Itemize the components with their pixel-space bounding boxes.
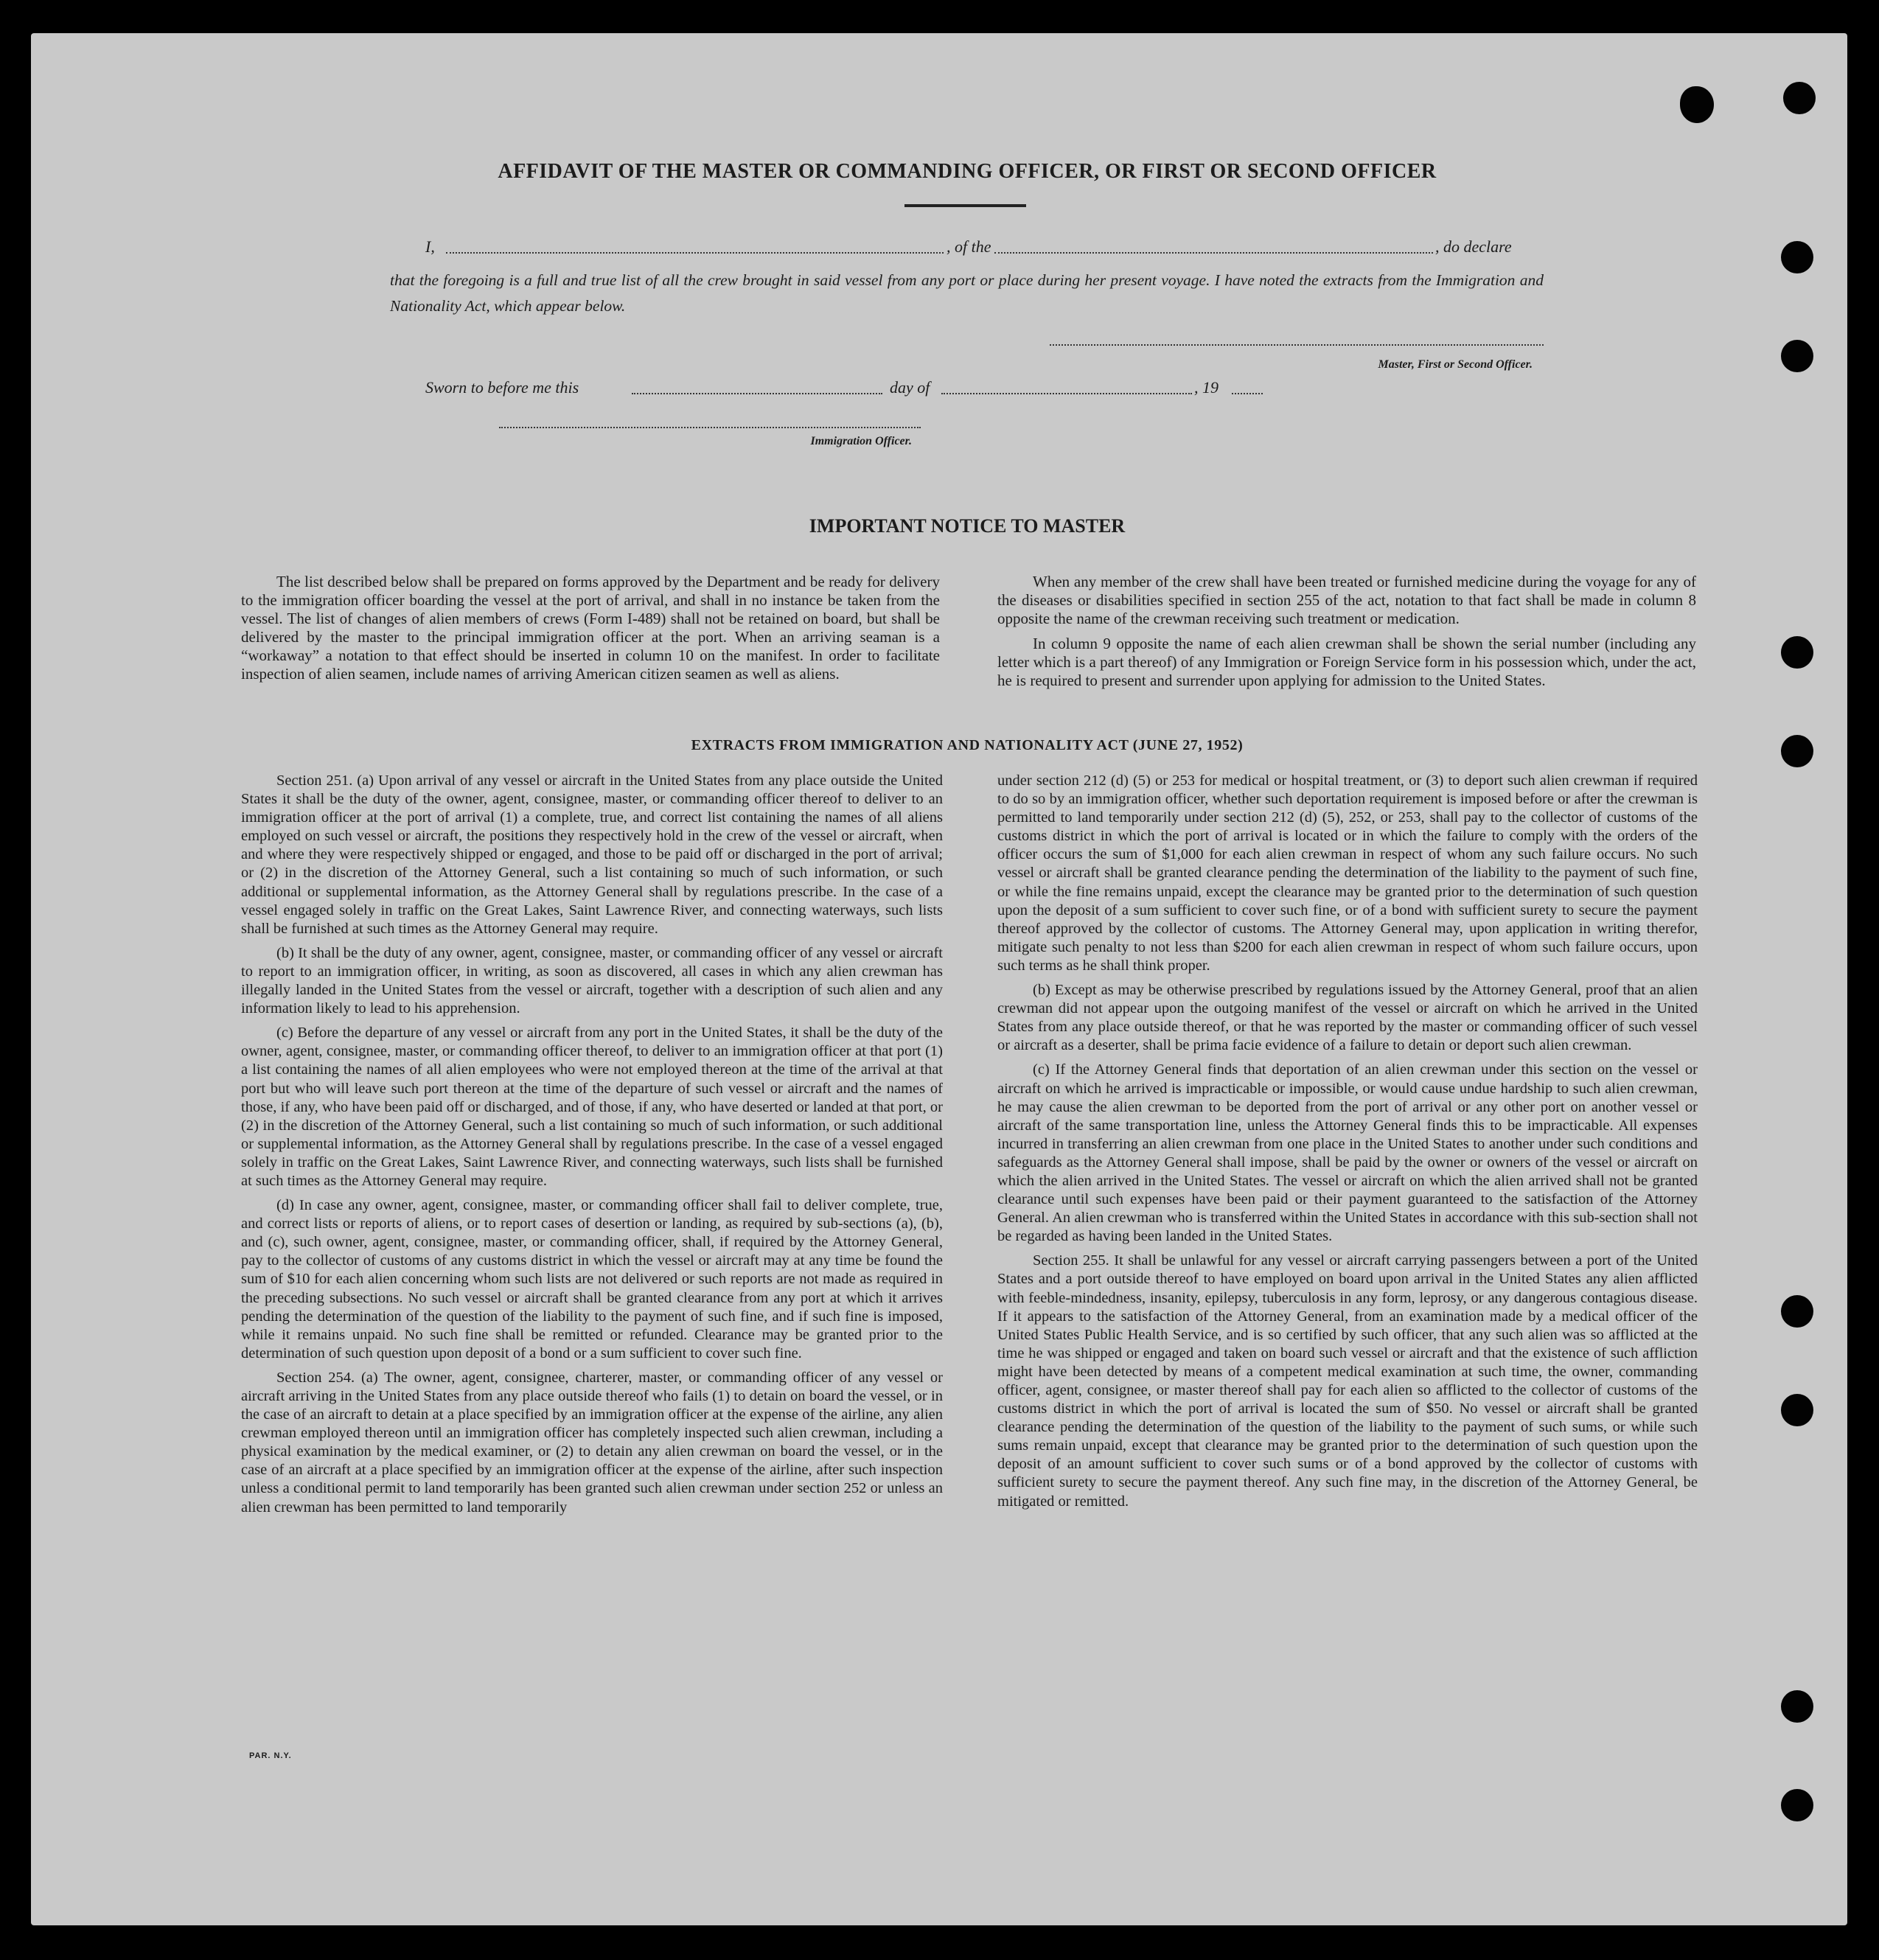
notice-paragraph: In column 9 opposite the name of each alien crewman shall be shown the serial number (including any letter which is a part thereof) of any Immigration or Foreign Service form in his possession which, under the act, he is required to present and surrender upon applying for admission to the United States. <box>997 635 1696 689</box>
sworn-month-field[interactable] <box>941 380 1192 394</box>
declarant-prefix: I, <box>425 237 435 256</box>
year-prefix-label: , 19 <box>1194 378 1219 397</box>
section-251a-paragraph: Section 251. (a) Upon arrival of any vessel or aircraft in the United States from any place outside the United States it shall be the duty of the owner, agent, consignee, master, or commanding officer thereof to deliver to an immigration officer at the port of arrival (1) a complete, true, and correct list containing the names of all aliens employed on such vessel or aircraft, the positions they respectively hold in the crew of the vessel or aircraft, when and where they were respectively shipped or engaged, and those to be paid off or discharged in the port of arrival; or (2) in the discretion of the Attorney General, such a list containing so much of such information, or such additional or supplemental information, as the Attorney General shall by regulations prescribe. In the case of a vessel engaged solely in traffic on the Great Lakes, Saint Lawrence River, and connecting waterways, such lists shall be furnished at such times as the Attorney General may require. <box>241 773 943 937</box>
sworn-day-field[interactable] <box>632 380 882 394</box>
section-254b-paragraph: (b) Except as may be otherwise prescribed by regulations issued by the Attorney General, proof that an alien crewman did not appear upon the outgoing manifest of the vessel or aircraft on which he arrived in the United States from any place outside thereof, or that he was reported by the master or commanding officer of such vessel or aircraft as a deserter, shall be prima facie evidence of a failure to detain or deport such alien crewman. <box>997 982 1698 1054</box>
affidavit-statement: that the foregoing is a full and true list of all the crew brought in said vessel from any port or place during her present voyage. I have noted the extracts from the Immigration and Nationality Act, which appear below. <box>390 271 1544 315</box>
sworn-year-field[interactable] <box>1232 380 1263 394</box>
binder-hole <box>1781 1295 1813 1328</box>
vessel-name-field[interactable] <box>994 239 1433 254</box>
binder-hole <box>1781 636 1813 669</box>
immigration-officer-label: Immigration Officer. <box>810 435 912 447</box>
notice-paragraph: The list described below shall be prepared on forms approved by the Department and be ready for delivery to the immigration officer boarding the vessel at the port of arrival, and shall in no instance be taken from the vessel. The list of changes of alien members of crews (Form I-489) shall not be retained on board, but shall be delivered by the master to the principal immigration officer at the port. When an arriving seaman is a “workaway” a notation to that effect should be inserted in column 10 on the manifest. In order to facilitate inspection of alien seamen, include names of arriving American citizen seamen as well as aliens. <box>241 573 940 683</box>
of-the-label: , of the <box>947 237 991 256</box>
section-254a-paragraph: Section 254. (a) The owner, agent, consignee, charterer, master, or commanding officer of any vessel or aircraft arriving in the United States from any place outside thereof who fails (1) to detain on board the vessel, or in the case of an aircraft to detain at a place specified by an immigration officer at the expense of the airline, any alien crewman employed thereon until an immigration officer has completely inspected such alien crewman, including a physical examination by the medical examiner, or (2) to detain any alien crewman on board the vessel, or in the case of an aircraft at a place specified by an immigration officer at the expense of the airline, after such inspection unless a conditional permit to land temporarily has been granted such alien crewman under section 252 or unless an alien crewman has been permitted to land temporarily <box>241 1369 943 1516</box>
section-251d-paragraph: (d) In case any owner, agent, consignee, master, or commanding officer shall fail to deliver complete, true, and correct lists or reports of aliens, or to report cases of desertion or landing, as required by sub-sections (a), (b), and (c), such owner, agent, consignee, master, or commanding officer, shall, if required by the Attorney General, pay to the collector of customs of any customs district in which the vessel or aircraft may at any time be found the sum of $10 for each alien concerning whom such lists are not delivered or such reports are not made as required in the preceding subsections. No such vessel or aircraft shall be granted clearance from any port at which it arrives pending the determination of the question of the liability to the payment of such fine, and if such fine is imposed, while it remains unpaid. No such fine shall be remitted or refunded. Clearance may be granted prior to the determination of such question upon deposit of a bond or a sum sufficient to cover such fine. <box>241 1197 943 1361</box>
affidavit-title: AFFIDAVIT OF THE MASTER OR COMMANDING OFFICER, OR FIRST OR SECOND OFFICER <box>498 160 1437 183</box>
binder-hole <box>1680 86 1714 123</box>
binder-hole <box>1781 1394 1813 1426</box>
declarant-name-field[interactable] <box>446 239 944 254</box>
section-254a-continuation: under section 212 (d) (5) or 253 for medical or hospital treatment, or (3) to deport such alien crewman if required to do so by an immigration officer, whether such deportation requirement is imposed before or after the crewman is permitted to land temporarily under section 212 (d) (5), 252, or 253, shall pay to the collector of customs of the customs district in which the port of arrival is located or in which the failure to comply with the orders of the officer occurs the sum of $1,000 for each alien crewman in respect of whom any such failure occurs. No such vessel or aircraft shall be granted clearance pending the determination of the liability to the payment of such fine, or while the fine remains unpaid, except the clearance may be granted prior to the determination of such question upon the deposit of a sum sufficient to cover such fine, or of a bond with sufficient surety to secure the payment thereof approved by the collector of customs. The Attorney General may, upon application in writing therefor, mitigate such penalty to not less than $200 for each alien crewman in respect of whom such failure occurs, upon such terms as he shall think proper. <box>997 773 1698 974</box>
binder-hole <box>1781 1789 1813 1821</box>
binder-hole <box>1781 1690 1813 1723</box>
notice-paragraph: When any member of the crew shall have been treated or furnished medicine during the voyage for any of the diseases or disabilities specified in section 255 of the act, notation to that fact shall be made in column 8 opposite the name of the crewman receiving such treatment or medication. <box>997 573 1696 627</box>
section-255-paragraph: Section 255. It shall be unlawful for any vessel or aircraft carrying passengers between a port of the United States and a port outside thereof to have employed on board upon arrival in the United States any alien afflicted with feeble-mindedness, insanity, epilepsy, tuberculosis in any form, leprosy, or any dangerous contagious disease. If it appears to the satisfaction of the Attorney General, from an examination made by a medical officer of the United States Public Health Service, and is so certified by such officer, that any such alien was so afflicted at the time he was shipped or engaged and taken on board such vessel or aircraft and that the existence of such affliction might have been detected by means of a competent medical examination at such time, the owner, commanding officer, agent, consignee, or master thereof shall pay for each alien so afflicted to the collector of customs of the customs district in which the port of arrival is located the sum of $50. No vessel or aircraft shall be granted clearance pending the determination of the question of the liability to the payment of such sums, or while such sums remain unpaid, except that clearance may be granted prior to the determination of such question upon the deposit of an amount sufficient to cover such sums or of a bond approved by the collector of customs with sufficient surety to secure the payment thereof. Any such fine may, in the discretion of the Attorney General, be mitigated or remitted. <box>997 1252 1698 1510</box>
form-sheet <box>31 33 1847 1925</box>
extracts-left-column <box>241 772 943 1523</box>
immigration-officer-signature-field[interactable] <box>499 427 921 428</box>
printer-mark: PAR. N.Y. <box>249 1751 292 1760</box>
binder-hole <box>1781 340 1813 372</box>
section-251c-paragraph: (c) Before the departure of any vessel or aircraft from any port in the United States, it shall be the duty of the owner, agent, consignee, master, or commanding officer thereof, to deliver to an immigration officer at that port (1) a list containing the names of all alien employees who were not employed thereon at the time of the arrival at that port but who will leave such port thereon at the time of the departure of such vessel or aircraft and the names of those, if any, who have been paid off or discharged, and of those, if any, who have deserted or landed at that port, or (2) in the discretion of the Attorney General, such a list containing so much of such information, or such additional or supplemental information, as the Attorney General shall by regulations prescribe. In the case of a vessel engaged solely in traffic on the Great Lakes, Saint Lawrence River, and connecting waterways, such lists shall be furnished at such times as the Attorney General may require. <box>241 1025 943 1189</box>
notice-title: IMPORTANT NOTICE TO MASTER <box>809 515 1126 537</box>
section-254c-paragraph: (c) If the Attorney General finds that deportation of an alien crewman under this section on the vessel or aircraft on which he arrived is impracticable or impossible, or would cause undue hardship to such alien crewman, he may cause the alien crewman to be deported from the port of arrival or any other port on another vessel or aircraft of the same transportation line, unless the Attorney General finds this to be impracticable. All expenses incurred in transferring an alien crewman from one place in the United States to another under such conditions and safeguards as the Attorney General shall impose, shall be paid by the owner or owners of the vessel or aircraft on which the alien arrived in the United States. The vessel or aircraft on which the alien arrived shall not be granted clearance until such expenses have been paid or their payment guaranteed to the satisfaction of the Attorney General. An alien crewman who is transferred within the United States in accordance with this sub-section shall not be regarded as having been landed in the United States. <box>997 1061 1698 1245</box>
binder-hole <box>1781 735 1813 767</box>
master-signature-label: Master, First or Second Officer. <box>1378 358 1533 371</box>
day-of-label: day of <box>890 378 930 397</box>
do-declare-label: , do declare <box>1435 237 1512 256</box>
extracts-title: EXTRACTS FROM IMMIGRATION AND NATIONALITY ACT (JUNE 27, 1952) <box>691 737 1244 753</box>
master-signature-field[interactable] <box>1050 344 1544 346</box>
sworn-label: Sworn to before me this <box>425 378 579 397</box>
extracts-right-column <box>997 772 1698 1517</box>
notice-left-column <box>241 573 940 690</box>
title-underline <box>904 204 1026 207</box>
binder-hole <box>1783 82 1816 114</box>
section-251b-paragraph: (b) It shall be the duty of any owner, agent, consignee, master, or commanding officer of any vessel or aircraft to report to an immigration officer, in writing, as soon as discovered, all cases in which any alien crewman has illegally landed in the United States from the vessel or aircraft, together with a description of such alien and any information likely to lead to his apprehension. <box>241 944 943 1017</box>
notice-right-column <box>997 573 1696 697</box>
binder-hole <box>1781 241 1813 273</box>
